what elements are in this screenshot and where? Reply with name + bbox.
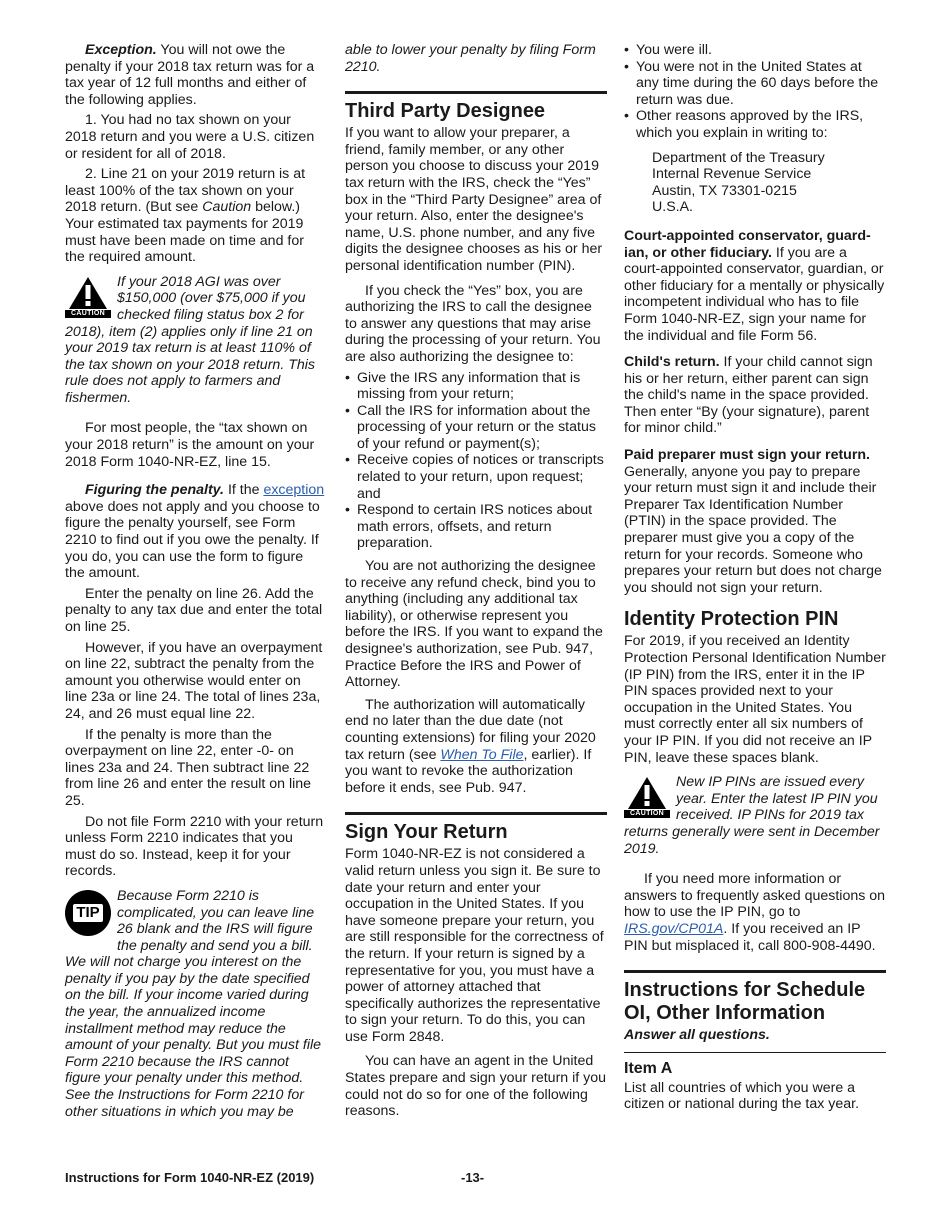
schedule-oi-subheading: Answer all questions. bbox=[624, 1027, 770, 1044]
agent-reasons-list bbox=[624, 42, 886, 142]
caution-icon: CAUTION bbox=[624, 776, 670, 818]
ippin-paragraph-2: If you need more information or answers to frequently asked questions on how to use the IP PIN, go to IRS.gov/CP01A. If you received an IP PIN but misplaced it, call 800-908-4490. bbox=[624, 871, 886, 954]
child-return-paragraph: Child's return. If your child cannot sign his or her return, either parent can sign the child's name in the space provided. Then enter “By (your signature), parent for minor child.” bbox=[624, 354, 873, 437]
column-1 bbox=[65, 42, 325, 1124]
sign-paragraph-2: You can have an agent in the United States prepare and sign your return if you could not do so for one of the following reasons. bbox=[345, 1053, 607, 1120]
tpd-paragraph-1: If you want to allow your preparer, a friend, family member, or any other person you choose to discuss your 2019 tax return with the IRS, check the “Yes” box in the “Third Party Designee” area of your return. Also, enter the designee's name, U.S. phone number, and any five digits the designee chooses as his or her personal identification number (PIN). bbox=[345, 125, 603, 274]
list-item: • Give the IRS any information that is missing from your return; bbox=[345, 369, 581, 403]
irs-address: Department of the Treasury Internal Revenue Service Austin, TX 73301-0215 U.S.A. bbox=[652, 149, 825, 216]
schedule-oi-heading: Instructions for Schedule OI, Other Information bbox=[624, 979, 866, 1025]
most-people-paragraph: For most people, the “tax shown on your 2018 return” is the amount on your 2018 Form 1040-NR-EZ, line 15. bbox=[65, 420, 315, 470]
list-item: • You were ill. bbox=[624, 42, 712, 58]
list-item: • You were not in the United States at any time during the 60 days before the return was due. bbox=[624, 58, 879, 108]
tip-text: Because Form 2210 is complicated, you can leave line 26 blank and the IRS will figure the penalty and send you a bill. We will not charge you interest on the penalty if you pay by the date specified on the bill. If your income varied during the year, the annualized income installment method may reduce the amount of your penalty. But you must file Form 2210 because the IRS cannot figure your penalty under this method. See the Instructions for Form 2210 for other situations in which you may be bbox=[65, 887, 322, 1120]
list-item: • Call the IRS for information about the processing of your return or the status of your refund or payment(s); bbox=[345, 402, 596, 452]
caution-text: If your 2018 AGI was over $150,000 (over $75,000 if you checked filing status box 2 for 2018), item (2) applies only if line 21 on your 2019 tax return is at least 110% of the tax shown on your 2018 return. This rule does not apply to farmers and fishermen. bbox=[65, 273, 315, 406]
do-not-file-paragraph: Do not file Form 2210 with your return unless Form 2210 indicates that you must do so. Instead, keep it for your records. bbox=[65, 813, 324, 880]
caution-note-1 bbox=[65, 274, 325, 407]
third-party-designee-heading: Third Party Designee bbox=[345, 100, 546, 123]
caution-icon: CAUTION bbox=[65, 276, 111, 318]
when-to-file-link[interactable]: When To File bbox=[440, 746, 524, 763]
item-a-heading: Item A bbox=[624, 1059, 673, 1077]
ippin-paragraph-1: For 2019, if you received an Identity Protection Personal Identification Number (IP PIN) from the IRS, enter it in the IP PIN spaces provided next to your occupation in the United States. You must correctly enter all six numbers of your IP PIN. If you did not receive an IP PIN, leave these spaces blank. bbox=[624, 633, 886, 766]
if-penalty-paragraph: If the penalty is more than the overpayment on line 22, enter -0- on lines 23a and 24. Then subtract line 22 from line 26 and enter the result on line 25. bbox=[65, 726, 312, 809]
tpd-paragraph-2: If you check the “Yes” box, you are authorizing the IRS to call the designee to answer any questions that may arise during the processing of your return. You are also authorizing the designee to: bbox=[345, 282, 601, 365]
list-item: • Other reasons approved by the IRS, which you explain in writing to: bbox=[624, 108, 864, 141]
irs-cp01a-link[interactable]: IRS.gov/CP01A bbox=[624, 920, 724, 937]
tip-note bbox=[65, 888, 325, 1120]
exception-item-2: 2. Line 21 on your 2019 return is at least 100% of the tax shown on your 2018 return. (But see Caution below.) Your estimated tax payments for 2019 must have been made on time and for the required amount. bbox=[65, 166, 306, 266]
identity-protection-pin-heading: Identity Protection PIN bbox=[624, 608, 839, 631]
tpd-bullet-list bbox=[345, 370, 607, 553]
exception-paragraph: Exception. You will not owe the penalty if your 2018 tax return was for a tax year of 12 full months and either of the following applies. bbox=[65, 42, 315, 108]
conservator-paragraph: Court-appointed conservator, guard-ian, or other fiduciary. If you are a court-appointed conservator, guardian, or other fiduciary for a mentally or physically incompetent individual who has to file Form 1040-NR-EZ, sign your name for the individual and file Form 56. bbox=[624, 227, 885, 344]
caution-note-2 bbox=[624, 774, 886, 857]
column-2 bbox=[345, 42, 607, 1124]
exception-link[interactable]: exception bbox=[263, 482, 325, 499]
however-paragraph: However, if you have an overpayment on line 22, subtract the penalty from the amount you otherwise would enter on line 23a or line 24. The total of lines 23a, 24, and 26 must equal line 22. bbox=[65, 639, 323, 722]
section-divider bbox=[345, 812, 607, 815]
tip-icon: TIP bbox=[65, 890, 111, 936]
page-number: -13- bbox=[461, 1170, 485, 1185]
exception-item-1: 1. You had no tax shown on your 2018 return and you were a U.S. citizen or resident for all of 2018. bbox=[65, 112, 315, 162]
tip-continuation: able to lower your penalty by filing Form 2210. bbox=[345, 42, 596, 75]
divider bbox=[624, 1052, 886, 1053]
tpd-paragraph-4: The authorization will automatically end no later than the due date (not counting extensions) for filing your 2020 tax return (see When To File, earlier). If you want to revoke the authorization before it ends, see Pub. 947. bbox=[345, 696, 596, 796]
tpd-paragraph-3: You are not authorizing the designee to receive any refund check, bind you to anything (including any additional tax liability), or otherwise represent you before the IRS. If you want to expand the designee's authorization, see Pub. 947, Practice Before the IRS and Power of Attorney. bbox=[345, 558, 603, 691]
caution-text: New IP PINs are issued every year. Enter the latest IP PIN you received. IP PINs for 2019 tax returns generally were sent in December 2019. bbox=[624, 774, 880, 857]
list-item: • Receive copies of notices or transcripts related to your return, upon request; and bbox=[345, 452, 604, 502]
section-divider bbox=[345, 91, 607, 94]
footer-title: Instructions for Form 1040-NR-EZ (2019) bbox=[65, 1170, 315, 1185]
sign-your-return-heading: Sign Your Return bbox=[345, 821, 508, 844]
list-item: • Respond to certain IRS notices about math errors, offsets, and return preparation. bbox=[345, 502, 593, 552]
enter-penalty-paragraph: Enter the penalty on line 26. Add the penalty to any tax due and enter the total on line 25. bbox=[65, 585, 323, 635]
paid-preparer-paragraph: Paid preparer must sign your return. Generally, anyone you pay to prepare your return must sign it and include their Preparer Tax Identification Number (PTIN) in the space provided. The preparer must give you a copy of the return for your records. Someone who prepares your return but does not charge you should not sign your return. bbox=[624, 447, 882, 596]
item-a-paragraph: List all countries of which you were a citizen or national during the tax year. bbox=[624, 1079, 860, 1113]
column-3 bbox=[624, 42, 886, 1117]
sign-paragraph-1: Form 1040-NR-EZ is not considered a valid return unless you sign it. Be sure to date your return and enter your occupation in the United States. If you have someone prepare your return, you are still responsible for the correctness of the return. If your return is signed by a representative for you, you must have a power of attorney attached that specifically authorizes the representative to sign your return. To do this, you can use Form 2848. bbox=[345, 846, 604, 1045]
figuring-paragraph: Figuring the penalty. If the exception above does not apply and you choose to figure the penalty yourself, see Form 2210 to find out if you owe the penalty. If you do, you can use the form to figure the amount. bbox=[65, 482, 325, 582]
section-divider bbox=[624, 970, 886, 973]
